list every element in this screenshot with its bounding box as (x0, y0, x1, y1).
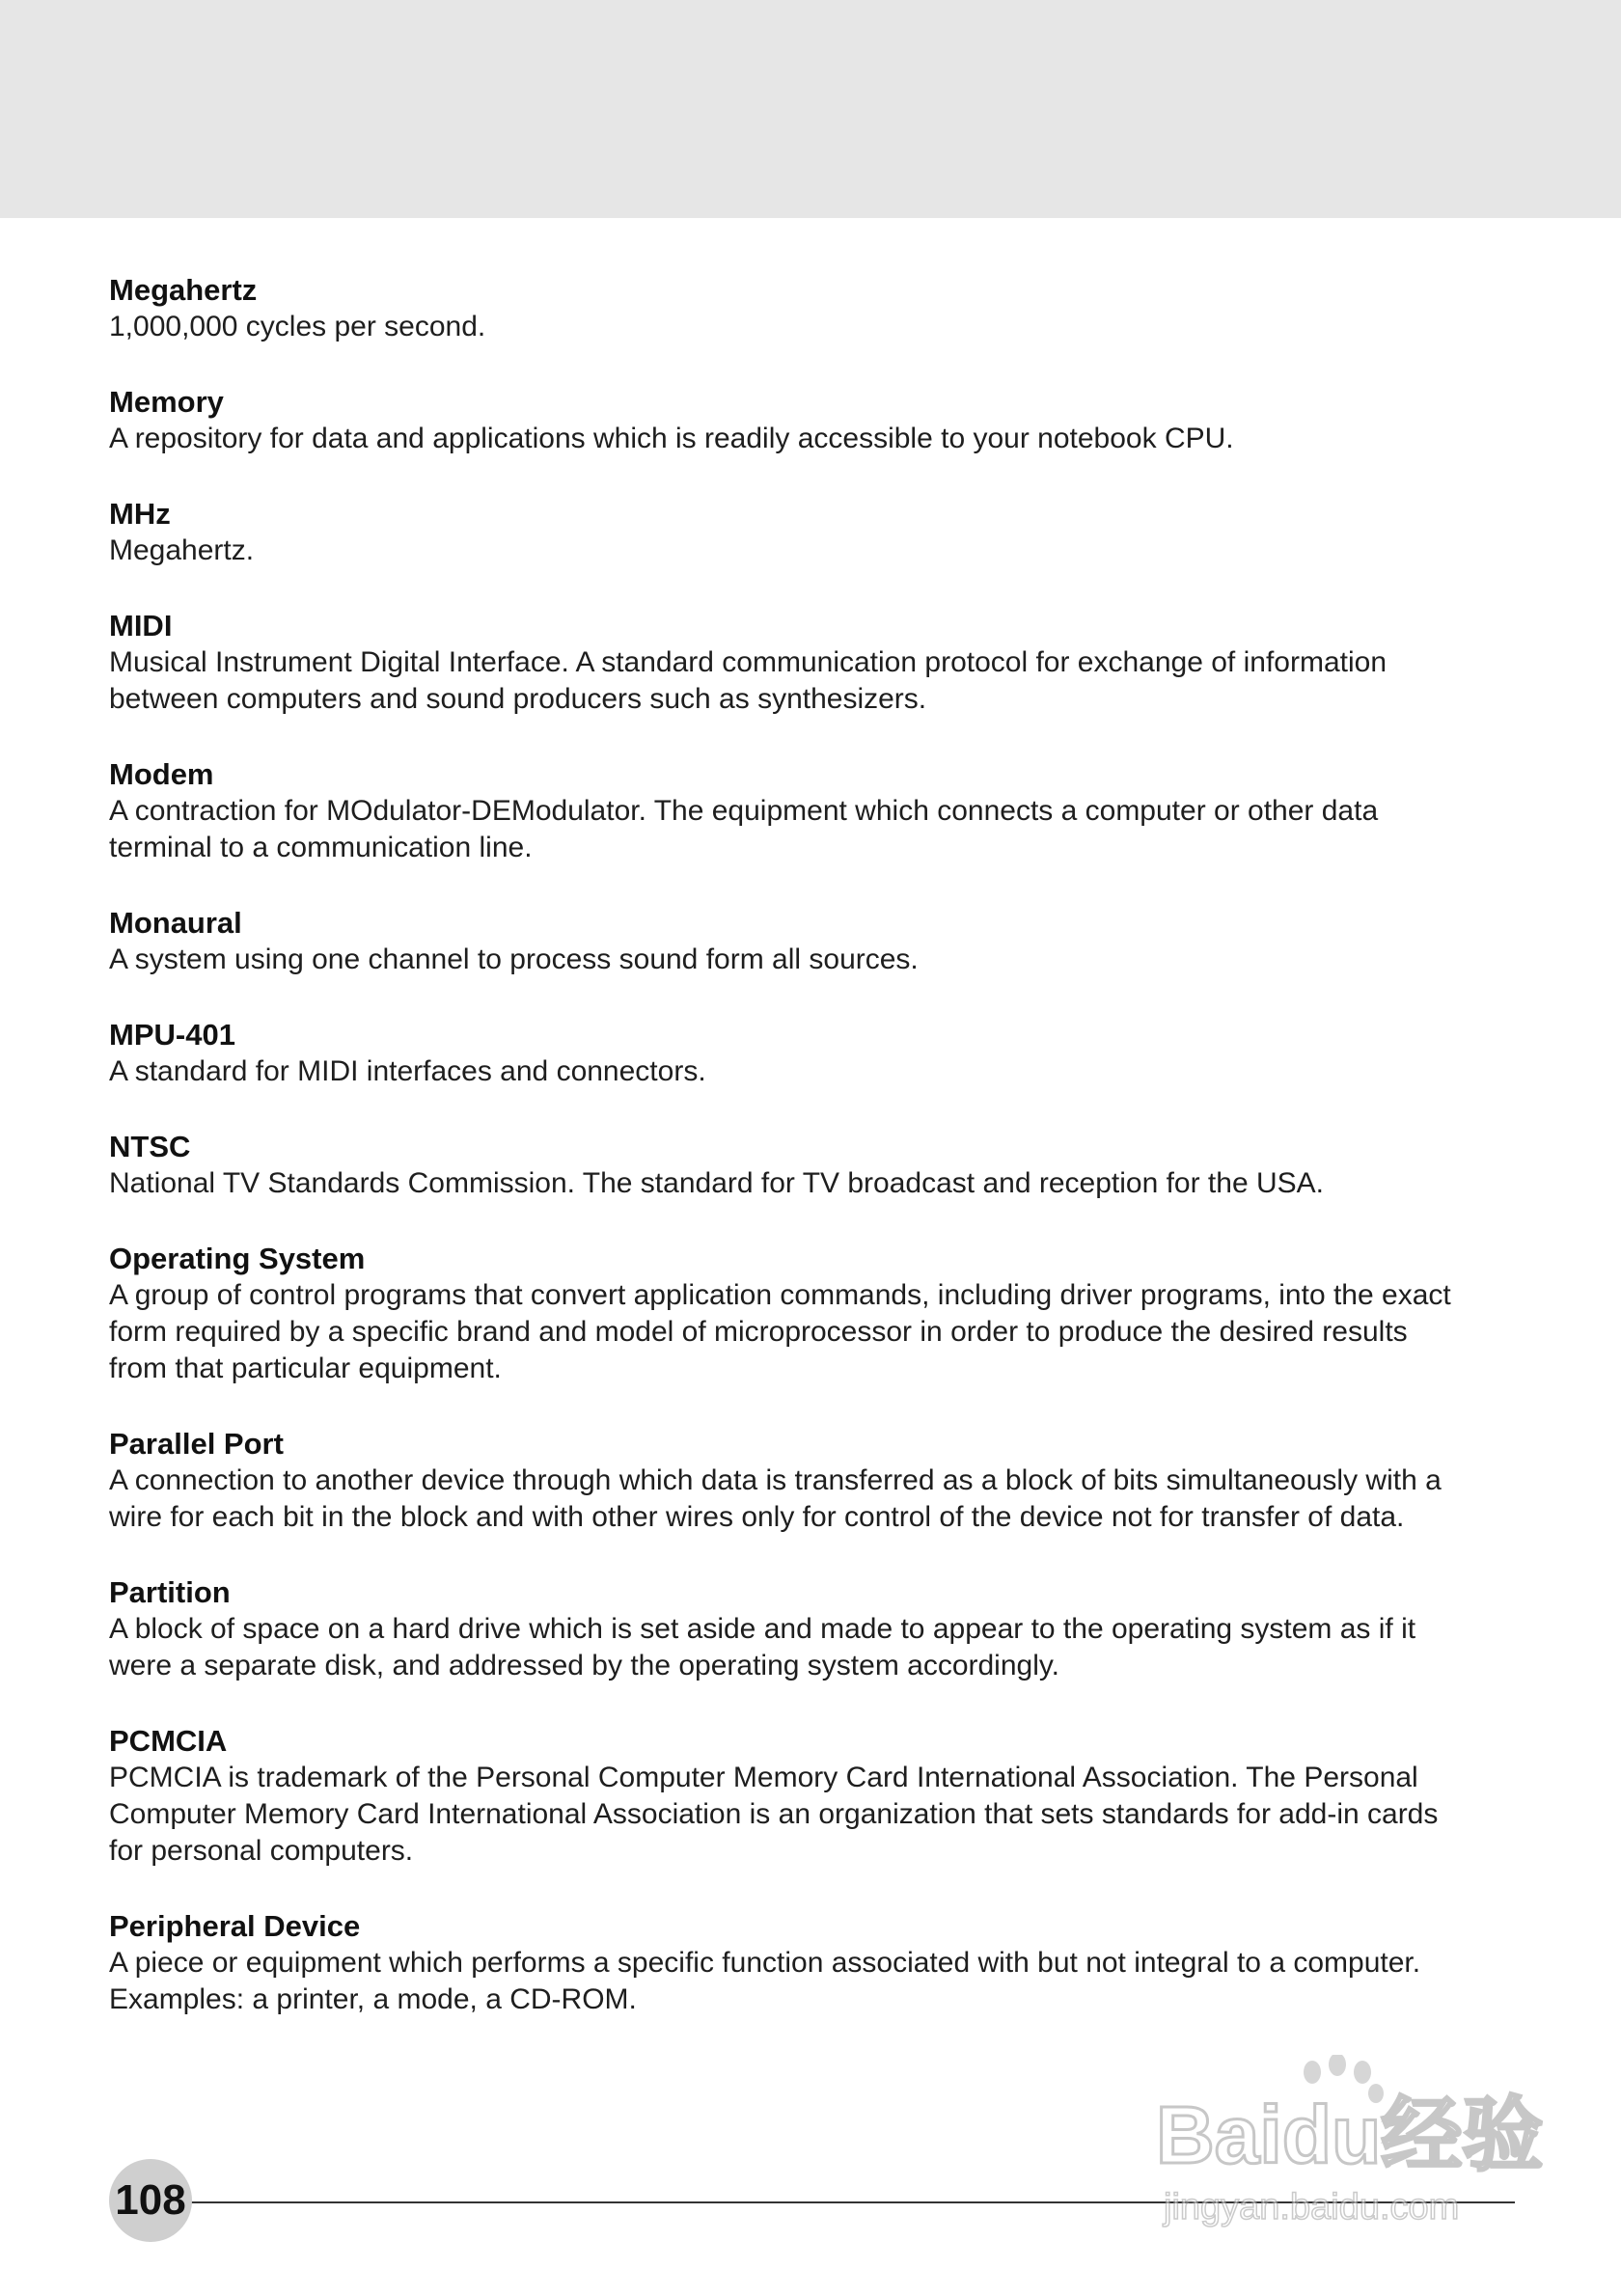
glossary-definition: A repository for data and applications which is readily accessible to your notebook CPU. (109, 423, 1234, 454)
glossary-term: Modem (109, 757, 214, 791)
glossary-definition: A system using one channel to process sound form all sources. (109, 943, 919, 975)
glossary-entry (109, 1241, 1460, 1387)
watermark-brand: Baidu经验 (1156, 2090, 1544, 2180)
glossary-definition: Megahertz. (109, 534, 255, 566)
glossary-term: MIDI (109, 609, 173, 642)
header-band (0, 0, 1621, 218)
glossary-list (109, 272, 1460, 2057)
glossary-definition: Musical Instrument Digital Interface. A standard communication protocol for exchange of information between computers and sound producers such as synthesizers. (109, 646, 1387, 715)
glossary-term: MPU-401 (109, 1018, 235, 1052)
glossary-term: Operating System (109, 1242, 366, 1275)
glossary-term: Peripheral Device (109, 1909, 361, 1943)
glossary-entry (109, 608, 1460, 718)
glossary-definition: National TV Standards Commission. The standard for TV broadcast and reception for the USA. (109, 1167, 1324, 1199)
glossary-definition: A group of control programs that convert application commands, including driver programs, into the exact form required by a specific brand and model of microprocessor in order to produce the desired results from that particular equipment. (109, 1279, 1451, 1384)
glossary-term: MHz (109, 497, 171, 531)
glossary-definition: A piece or equipment which performs a specific function associated with but not integral to a computer. Examples: a printer, a mode, a CD-ROM. (109, 1947, 1421, 2015)
glossary-entry (109, 272, 1460, 345)
glossary-entry (109, 1426, 1460, 1536)
glossary-term: Megahertz (109, 273, 258, 307)
glossary-entry (109, 496, 1460, 569)
glossary-definition: A standard for MIDI interfaces and connectors. (109, 1055, 706, 1087)
glossary-term: Partition (109, 1575, 231, 1609)
watermark-url: jingyan.baidu.com (1164, 2187, 1460, 2228)
glossary-entry (109, 1908, 1460, 2018)
page-number: 108 (109, 2159, 192, 2242)
glossary-entry (109, 1017, 1460, 1090)
glossary-term: Memory (109, 385, 224, 419)
glossary-entry (109, 1574, 1460, 1684)
glossary-definition: 1,000,000 cycles per second. (109, 311, 486, 342)
glossary-entry (109, 905, 1460, 978)
glossary-entry (109, 384, 1460, 457)
glossary-entry (109, 1723, 1460, 1870)
baidu-watermark (1148, 2055, 1553, 2238)
glossary-entry (109, 1129, 1460, 1202)
glossary-definition: A block of space on a hard drive which is set aside and made to appear to the operating system as if it were a separate disk, and addressed by the operating system accordingly. (109, 1613, 1416, 1681)
glossary-term: Parallel Port (109, 1427, 284, 1461)
glossary-definition: A contraction for MOdulator-DEModulator. The equipment which connects a computer or other data terminal to a communication line. (109, 795, 1379, 863)
glossary-term: Monaural (109, 906, 242, 940)
glossary-term: PCMCIA (109, 1724, 228, 1758)
glossary-definition: A connection to another device through which data is transferred as a block of bits simultaneously with a wire for each bit in the block and with other wires only for control of the device not for transfer of data. (109, 1464, 1442, 1533)
glossary-entry (109, 756, 1460, 866)
glossary-definition: PCMCIA is trademark of the Personal Computer Memory Card International Association. The Personal Computer Memory Card International Association is an organization that sets standards for add-in cards for personal computers. (109, 1762, 1439, 1867)
glossary-term: NTSC (109, 1130, 191, 1163)
